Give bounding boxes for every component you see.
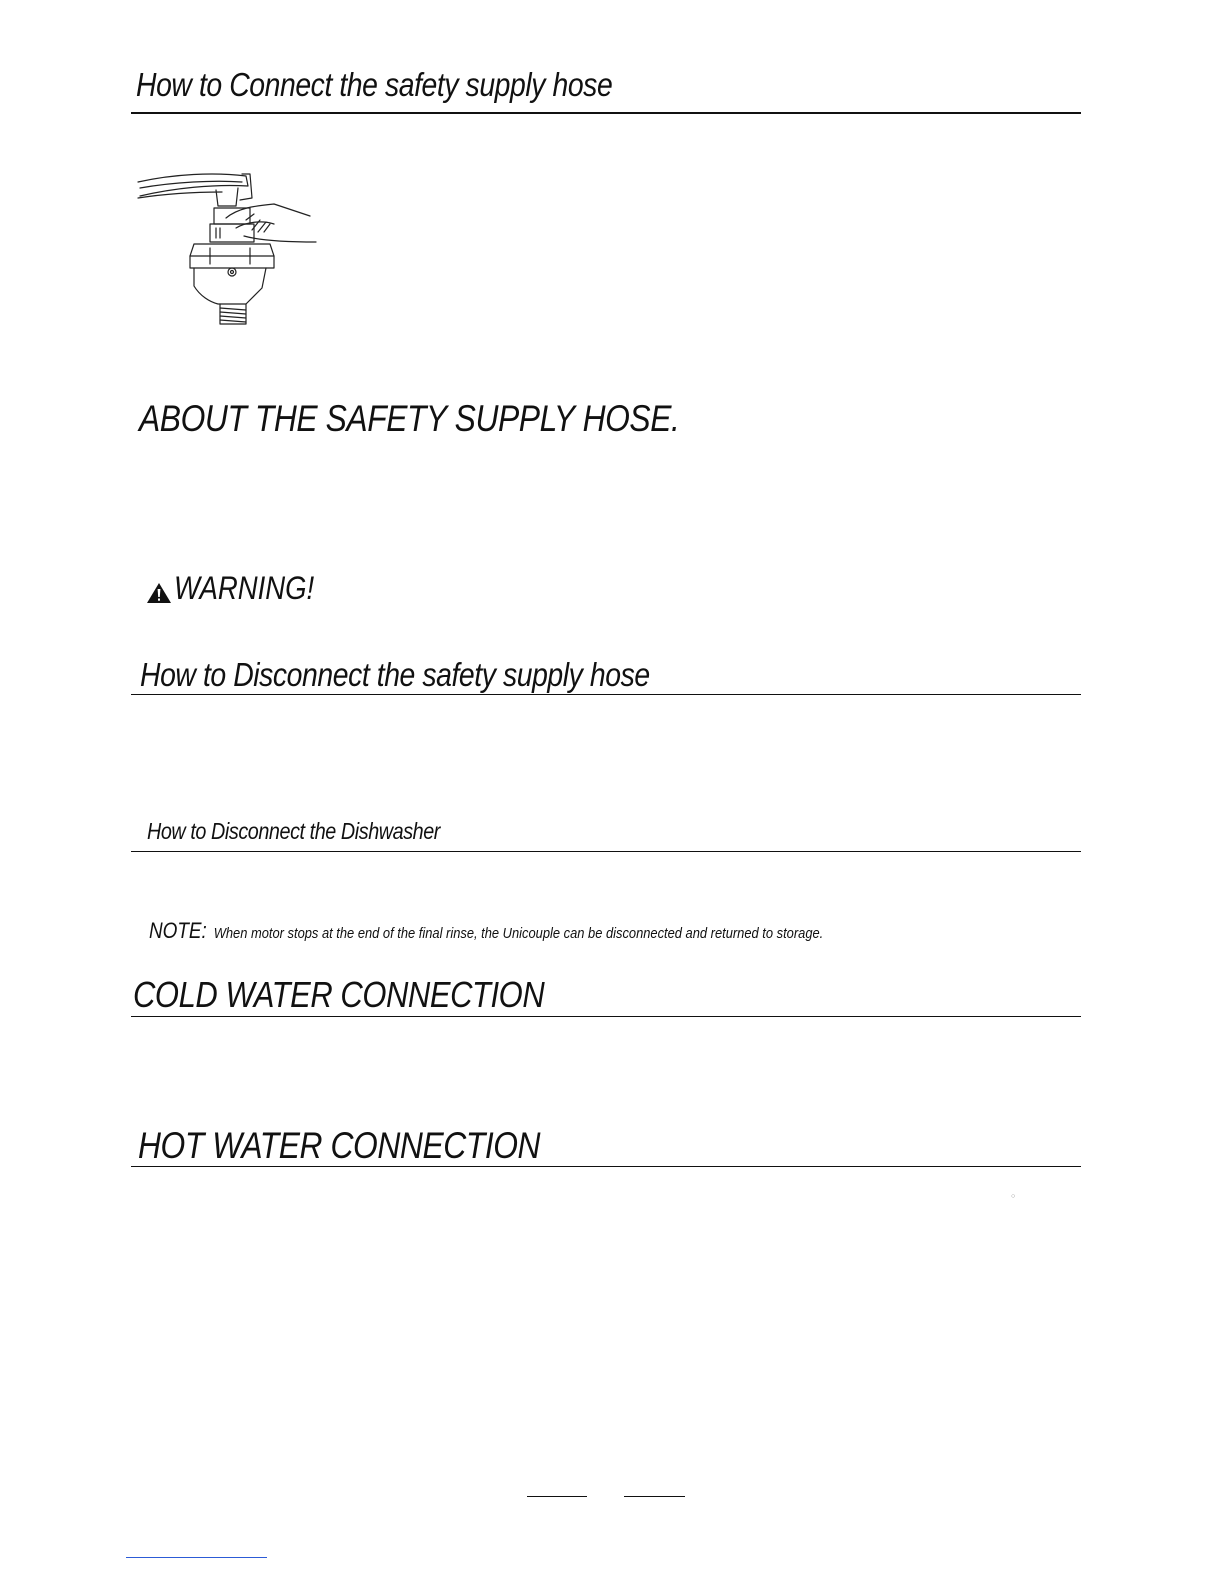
section-divider (131, 1016, 1081, 1017)
small-dot-mark: ○ (1011, 1193, 1016, 1200)
warning-triangle-icon (146, 582, 172, 604)
heading-about-safety-hose: ABOUT THE SAFETY SUPPLY HOSE. (139, 398, 680, 439)
footer-link-underline (126, 1557, 267, 1558)
footer-rule-left (527, 1496, 587, 1497)
warning-callout (146, 572, 337, 604)
section-divider (131, 851, 1081, 852)
heading-disconnect-safety-hose: How to Disconnect the safety supply hose (140, 656, 650, 693)
heading-hot-water-connection: HOT WATER CONNECTION (138, 1125, 541, 1166)
section-divider (131, 1166, 1081, 1167)
note-label: NOTE: (149, 918, 207, 943)
note-paragraph (149, 920, 823, 942)
heading-cold-water-connection: COLD WATER CONNECTION (133, 974, 545, 1015)
warning-label: WARNING! (174, 570, 315, 606)
footer-rule-right (624, 1496, 685, 1497)
faucet-hose-connector-illustration (134, 168, 326, 330)
section-divider (131, 694, 1081, 695)
heading-connect-safety-hose: How to Connect the safety supply hose (136, 66, 613, 103)
note-text: When motor stops at the end of the final rinse, the Unicouple can be disconnected and returned to storage. (213, 925, 824, 942)
heading-disconnect-dishwasher: How to Disconnect the Dishwasher (147, 818, 440, 844)
section-divider (131, 112, 1081, 114)
